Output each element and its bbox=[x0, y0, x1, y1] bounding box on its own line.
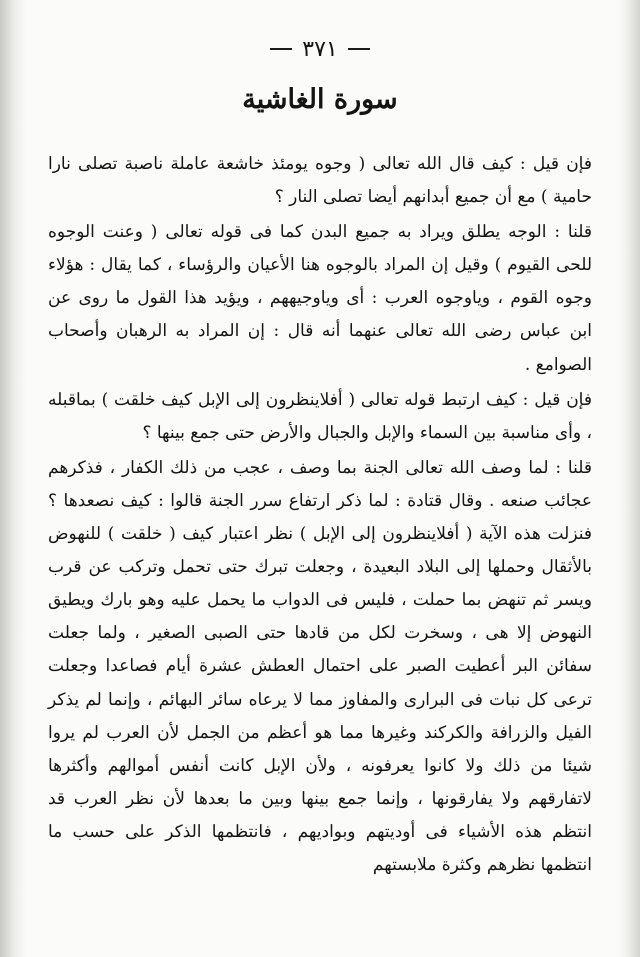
body-text bbox=[48, 148, 592, 882]
header-dash-right bbox=[348, 48, 370, 50]
paragraph-answer-1: قلنا : الوجه يطلق ويراد به جميع البدن كما فى قوله تعالى ( وعنت الوجوه للحى القيوم ) وقيل إن المراد بالوجوه هنا الأعيان والرؤساء ، كما يقال : هؤلاء وجوه القوم ، وياوجوه العرب : أى وياوجيههم ، ويؤيد هذا القول ما روى عن ابن عباس رضى الله تعالى عنهما أنه قال : إن المراد به الرهبان وأصحاب الصوامع . bbox=[48, 222, 592, 375]
surah-title: سورة الغاشية bbox=[242, 84, 398, 115]
paragraph-answer-2: قلنا : لما وصف الله تعالى الجنة بما وصف ، عجب من ذلك الكفار ، فذكرهم عجائب صنعه . وقال قتادة : لما ذكر ارتفاع سرر الجنة قالوا : كيف نصعدها ؟ فنزلت هذه الآية ( أفلاينظرون إلى الإبل ) نظر اعتبار كيف ( خلقت ) للنهوض بالأثقال وحملها إلى البلاد البعيدة ، وجعلت تبرك حتى تحمل وتركب عن قرب ويسر ثم تنهض بما حملت ، فليس فى الدواب ما يحمل عليه وهو بارك ويطيق النهوض إلا هى ، وسخرت لكل من قادها حتى الصبى الصغير ، ولما جعلت سفائن البر أعطيت الصبر على احتمال العطش عشرة أيام فصاعدا وجعلت ترعى كل نبات فى البرارى والمفاوز مما لا يرعاه سائر البهائم ، وإنما لم يذكر الفيل والزرافة والكركند وغيرها مما هو أعظم من الجمل لأن العرب لم يروا شيئا من ذلك ولا كانوا يعرفونه ، ولأن الإبل كانت أنفس أموالهم وأكثرها لاتفارقهم ولا يفارقونها ، وإنما جمع بينها وبين ما بعدها لأن نظر العرب قد انتظم هذه الأشياء فى أوديتهم وبواديهم ، فانتظمها الذكر على حسب ما انتظمها نظرهم وكثرة ملابستهم bbox=[48, 457, 592, 875]
header-dash-left bbox=[270, 48, 292, 50]
page-shadow-left bbox=[0, 0, 26, 957]
paragraph-question-1: فإن قيل : كيف قال الله تعالى ( وجوه يومئذ خاشعة عاملة ناصبة تصلى نارا حامية ) مع أن جميع أبدانهم أيضا تصلى النار ؟ bbox=[48, 154, 592, 208]
paragraph-question-2: فإن قيل : كيف ارتبط قوله تعالى ( أفلاينظرون إلى الإبل كيف خلقت ) بماقبله ، وأى مناسبة بين السماء والإبل والجبال والأرض حتى جمع بينها ؟ bbox=[48, 389, 592, 443]
page-number: ٣٧١ bbox=[302, 36, 338, 62]
page-header bbox=[0, 34, 640, 64]
page-shadow-right bbox=[618, 0, 640, 957]
